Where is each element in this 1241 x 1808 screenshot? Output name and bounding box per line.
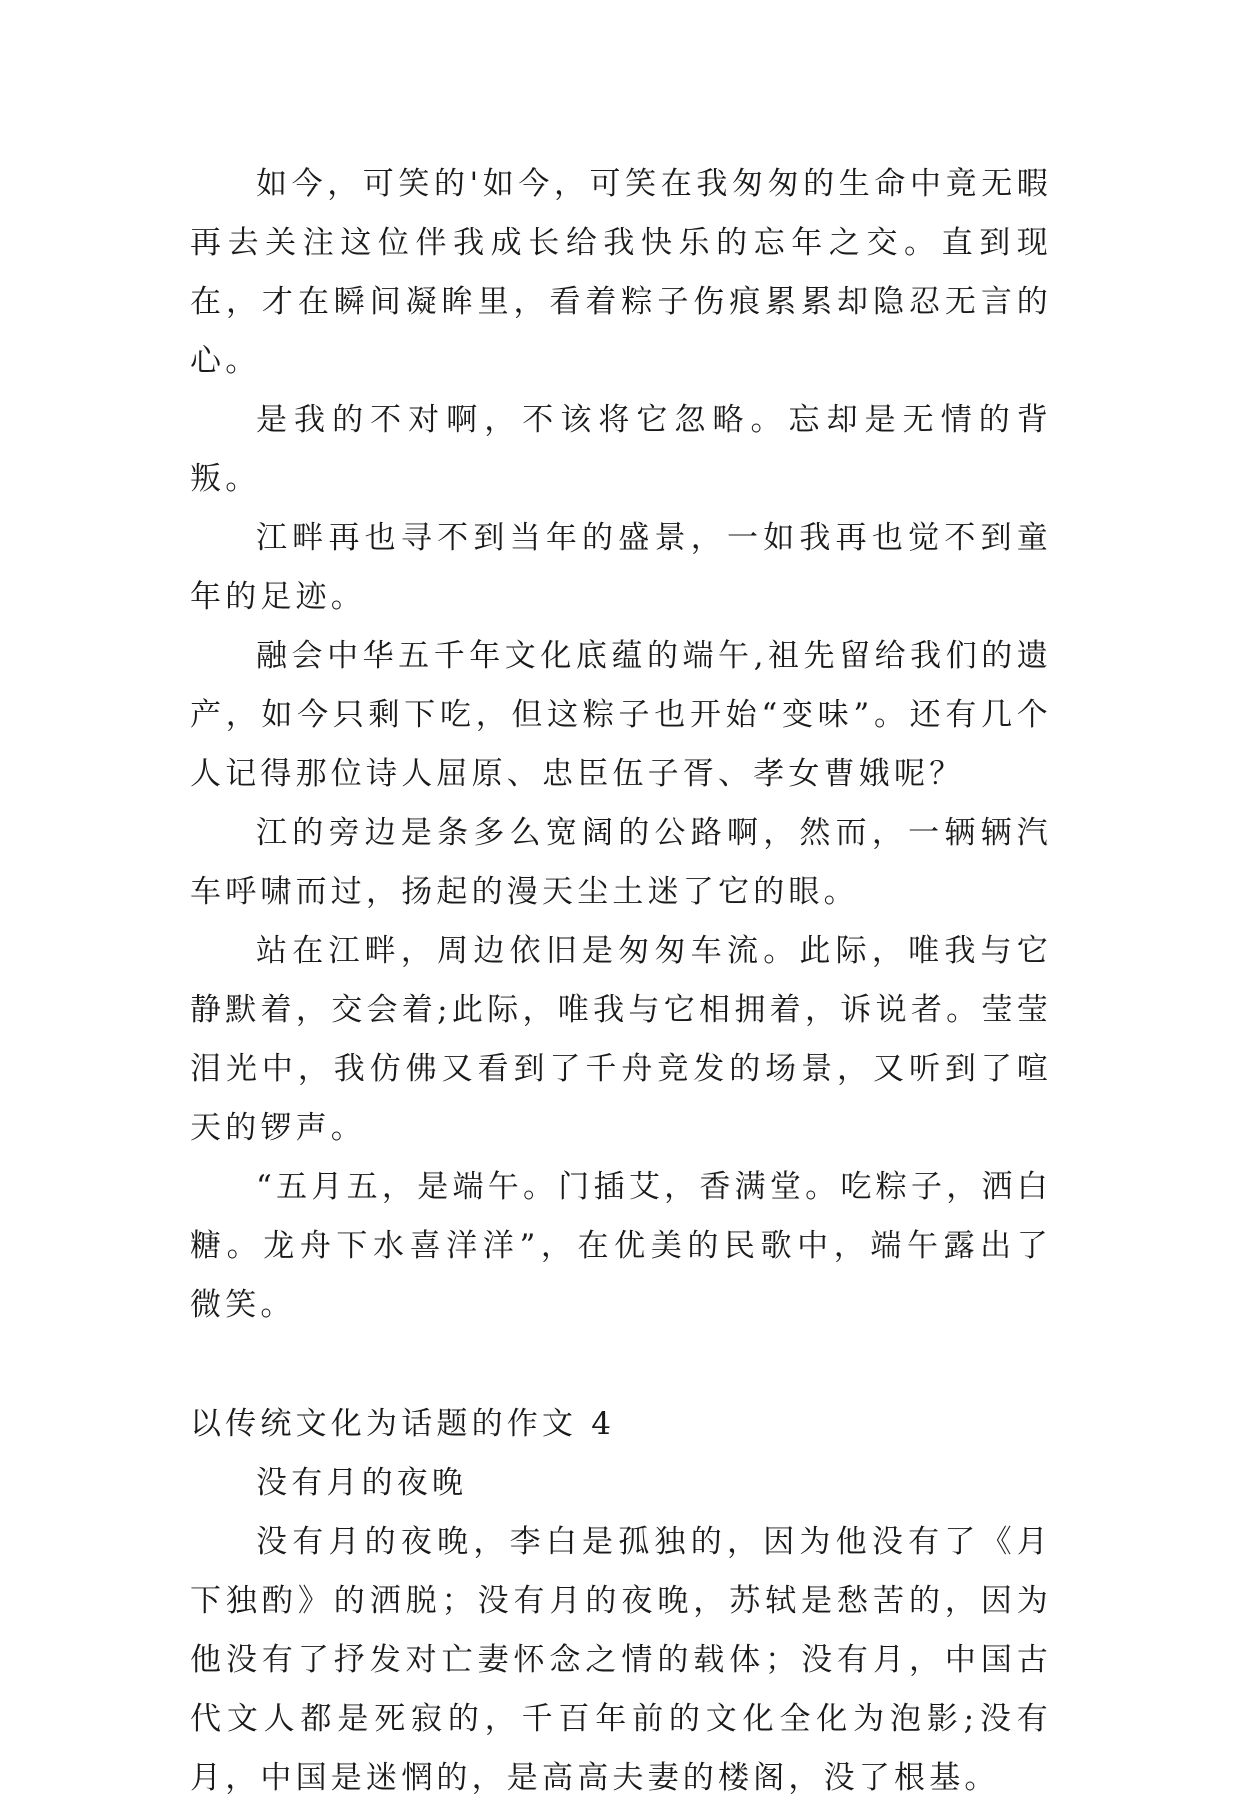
paragraph: 如今，可笑的'如今，可笑在我匆匆的生命中竟无暇再去关注这位伴我成长给我快乐的忘年之交。直到现在，才在瞬间凝眸里，看着粽子伤痕累累却隐忍无言的心。: [190, 166, 1052, 379]
paragraph: 站在江畔，周边依旧是匆匆车流。此际，唯我与它静默着，交会着;此际，唯我与它相拥着，诉说者。莹莹泪光中，我仿佛又看到了千舟竞发的场景，又听到了喧天的锣声。: [190, 933, 1052, 1146]
paragraph: 没有月的夜晚，李白是孤独的，因为他没有了《月下独酌》的洒脱；没有月的夜晚，苏轼是愁苦的，因为他没有了抒发对亡妻怀念之情的载体；没有月，中国古代文人都是死寂的，千百年前的文化全化为泡影;没有月，中国是迷惘的，是高高夫妻的楼阁，没了根基。: [190, 1524, 1052, 1796]
paragraph: 融会中华五千年文化底蕴的端午,祖先留给我们的遗产，如今只剩下吃，但这粽子也开始“变味”。还有几个人记得那位诗人屈原、忠臣伍子胥、孝女曹娥呢？: [190, 638, 1052, 792]
essay-heading: 以传统文化为话题的作文 4: [190, 1406, 616, 1442]
paragraph: 江畔再也寻不到当年的盛景，一如我再也觉不到童年的足迹。: [190, 520, 1052, 615]
paragraph: “五月五，是端午。门插艾，香满堂。吃粽子，洒白糖。龙舟下水喜洋洋”，在优美的民歌中，端午露出了微笑。: [190, 1169, 1052, 1323]
paragraph: 江的旁边是条多么宽阔的公路啊，然而，一辆辆汽车呼啸而过，扬起的漫天尘土迷了它的眼。: [190, 815, 1052, 910]
paragraph: 是我的不对啊，不该将它忽略。忘却是无情的背叛。: [190, 402, 1052, 497]
document-page: [190, 155, 1052, 1808]
essay-subtitle: 没有月的夜晚: [256, 1465, 468, 1501]
